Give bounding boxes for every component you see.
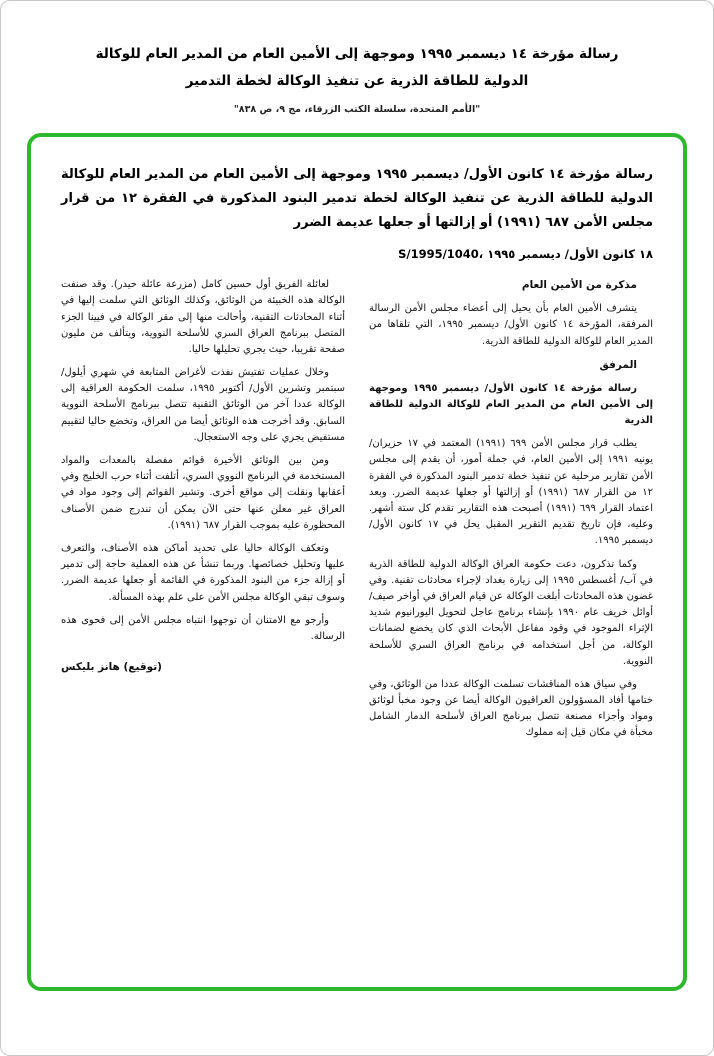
page-title-line1: رسالة مؤرخة ١٤ ديسمبر ١٩٩٥ وموجهة إلى الأمين العام من المدير العام للوكالة xyxy=(95,46,619,62)
page-header xyxy=(1,1,713,115)
paragraph: يطلب قرار مجلس الأمن ٦٩٩ (١٩٩١) المعتمد في ١٧ حزيران/ يونيه ١٩٩١ إلى الأمين العام، في جملة أمور، أن يقدم إلى مجلس الأمن تقارير مرحلية عن تنفيذ خطة تدمير البنود المذكورة في الفقرة ١٢ من القرار ٦٨٧ (١٩٩١) أو إزالتها أو جعلها عديمة الضرر. وبعد اعتماد القرار ٦٩٩ (١٩٩١) أصبحت هذه التقارير تقدم كل ستة أشهر. وعليه، فإن تاريخ تقديم التقرير المقبل يحل في ١٧ كانون الأول/ ديسمبر ١٩٩٥. xyxy=(369,438,654,547)
column-right xyxy=(369,277,653,749)
letter-title: رسالة مؤرخة ١٤ كانون الأول/ ديسمبر ١٩٩٥ وموجهة إلى الأمين العام من المدير العام للوكالة الدولية للطاقة الذرية xyxy=(369,382,653,427)
paragraph: لعائلة الفريق أول حسين كامل (مزرعة عائلة حيدر). وقد صنفت الوكالة هذه الخبيئة من الوثائق، وكذلك الوثائق التي سلمت إليها في أثناء المحادثات التقنية، وأحالت منها إلى مقر الوكالة في فيينا الجزء المتصل ببرنامج العراق السري للأسلحة النووية، ويتألف من مليون صفحة تقريبا، حيث يجري تحليلها حاليا. xyxy=(61,279,345,355)
document-frame xyxy=(27,133,687,991)
annex-heading: المرفق xyxy=(599,358,637,371)
memo-heading: مذكرة من الأمين العام xyxy=(521,279,637,292)
column-left xyxy=(61,277,345,683)
paragraph: ومن بين الوثائق الأخيرة قوائم مفصلة بالمعدات والمواد المستخدمة في البرنامج النووي السري، أتلفت أثناء حرب الخليج وفي أعقابها ونقلت إلى مواقع أخرى. وتشير القوائم إلى وجود مواد في العراق غير معلن عنها حتى الآن يمكن أن تندرج ضمن الأصناف المحظورة عليه بموجب القرار ٦٨٧ (١٩٩١). xyxy=(61,455,345,531)
signature-line: (توقيع) هانز بليكس xyxy=(61,661,162,674)
page-title-line2: الدولية للطاقة الذرية عن تنفيذ الوكالة لخطة التدمير xyxy=(185,73,529,89)
paragraph: وأرجو مع الامتنان أن توجهوا انتباه مجلس الأمن إلى فحوى هذه الرسالة. xyxy=(61,614,345,642)
paragraph: وخلال عمليات تفتيش نفذت لأغراض المتابعة في شهري أيلول/ سبتمبر وتشرين الأول/ أكتوبر ١٩٩٥، سلمت الحكومة العراقية إلى الوكالة عددا آخر من الوثائق التقنية تتصل ببرنامج الأسلحة النووية السابق. وقد أخرجت هذه الوثائق أيضا من العراق، وتخضع حاليا لتقييم مستفيض يجري على وجه الاستعجال. xyxy=(61,367,345,443)
document-ref: S/1995/1040، ١٨ كانون الأول/ ديسمبر ١٩٩٥ xyxy=(398,247,653,262)
paragraph: وتعكف الوكالة حاليا على تحديد أماكن هذه الأصناف، والتعرف عليها وتحليل خصائصها. وربما تنشأ عن هذه العملية حاجة إلى تدمير أو إزالة جزء من البنود المذكورة في القائمة أو جعلها عديمة الضرر. وسوف تبقي الوكالة مجلس الأمن على علم بهذه المسألة. xyxy=(61,542,345,603)
source-citation: "الأمم المتحدة، سلسلة الكتب الزرقاء، مج ٩، ص ٨٣٨" xyxy=(233,104,481,115)
paragraph: يتشرف الأمين العام بأن يحيل إلى أعضاء مجلس الأمن الرسالة المرفقة، المؤرخة ١٤ كانون الأول/ ديسمبر ١٩٩٥، التي تلقاها من المدير العام للوكالة الدولية للطاقة الذرية. xyxy=(369,303,654,347)
paragraph: وكما تذكرون، دعت حكومة العراق الوكالة الدولية للطاقة الذرية في آب/ أغسطس ١٩٩٥ إلى زيارة بغداد لإجراء محادثات تقنية. وفي غضون هذه المحادثات أبلغت الوكالة عن قيام العراق في أواخر صيف/ أوائل خريف عام ١٩٩٠ بإنشاء برنامج عاجل لتحويل اليورانيوم شديد الإثراء الموجود في وقود مفاعل الأبحاث الذي كان يخضع لضمانات الوكالة، من أجل استخدامه في برنامج العراق السري للأسلحة النووية. xyxy=(369,558,654,667)
document-heading: رسالة مؤرخة ١٤ كانون الأول/ ديسمبر ١٩٩٥ وموجهة إلى الأمين العام من المدير العام للوكالة الدولية للطاقة الذرية عن تنفيذ الوكالة لخطة تدمير البنود المذكورة في الفقرة ١٢ من قرار مجلس الأمن ٦٨٧ (١٩٩١) أو إزالتها أو جعلها عديمة الضرر xyxy=(61,167,654,231)
paragraph: وفي سياق هذه المناقشات تسلمت الوكالة عددا من الوثائق، وفي ختامها أفاد المسؤولون العراقيون الوكالة أيضا عن وجود مخبأ لوثائق ومواد وأجزاء مصنعة تتصل ببرنامج العراق لأسلحة الدمار الشامل مخبأة في مكان قيل إنه مملوك xyxy=(369,678,653,739)
two-column-body xyxy=(61,277,653,749)
